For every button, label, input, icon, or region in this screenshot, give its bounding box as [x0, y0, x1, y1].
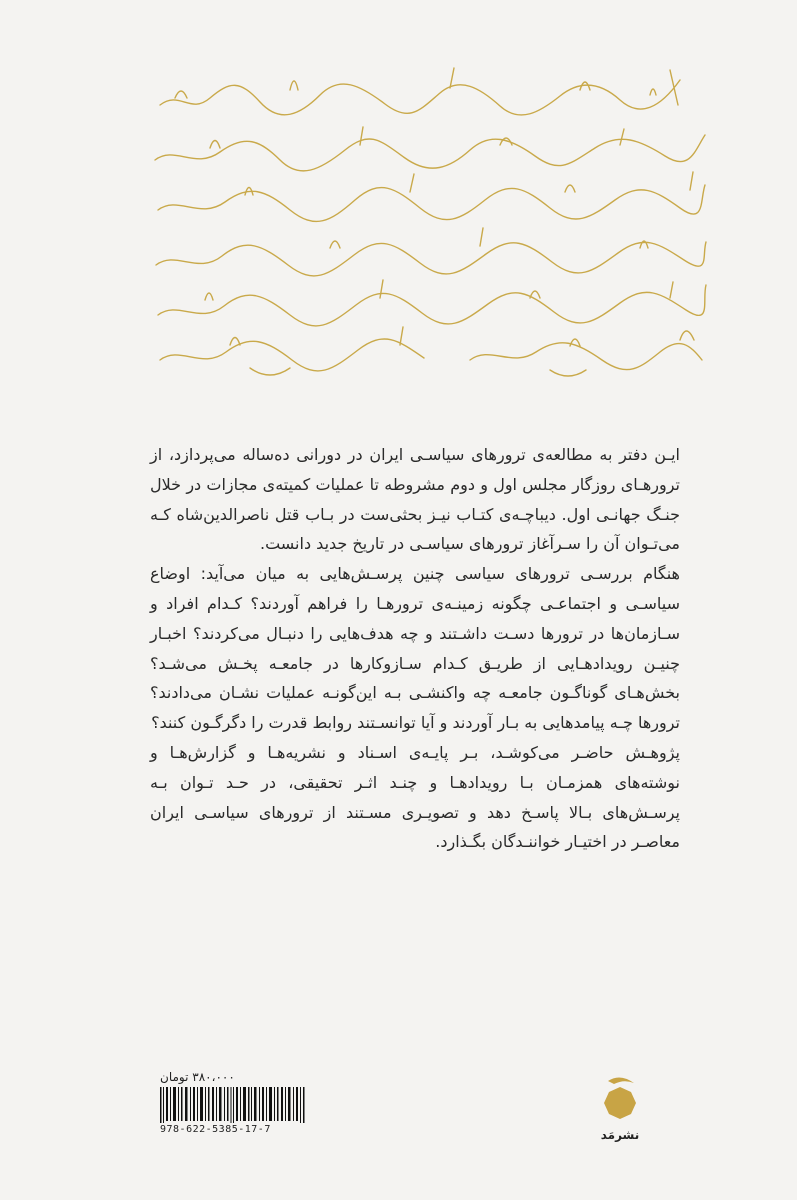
calligraphy-script-drawing — [150, 60, 710, 400]
book-description — [150, 440, 680, 857]
barcode-bars — [160, 1087, 305, 1123]
isbn-barcode — [160, 1087, 305, 1123]
handwritten-calligraphy-image — [150, 60, 710, 400]
isbn-number: 978-622-5385-17-7 — [160, 1124, 271, 1135]
price-label: ۳۸۰،۰۰۰ تومان — [160, 1070, 235, 1084]
publisher-emblem-icon — [600, 1075, 640, 1125]
description-paragraph-2: هنگام بررسـی ترورهای سیاسی چنین پرسـش‌هایی به میان می‌آید: اوضاع سیاسـی و اجتماعـی چگونه زمینـه‌ی ترورهـا را فراهم آوردند؟ کـدام افراد و سـازمان‌ها در ترورها دسـت داشـتند و چه هدف‌هایی را دنبـال می‌کردند؟ اخبـار چنیـن رویدادهـایی از طریـق کـدام سـازوکارها در جامعـه پخـش می‌شـد؟ بخش‌هـای گوناگـون جامعـه چه واکنشـی بـه این‌گونـه عملیات نشـان می‌دادند؟ ترورها چـه پیامدهایی به بـار آوردند و آیا توانسـتند روابط قدرت را دگرگـون کنند؟ — [150, 564, 680, 733]
publisher-logo — [600, 1075, 640, 1125]
publisher-name: نشرمَد — [600, 1128, 640, 1142]
description-paragraph-3: پژوهـش حاضـر می‌کوشـد، بـر پایـه‌ی اسـناد و نشریه‌هـا و گزارش‌هـا و نوشته‌های همزمـان بـا رویدادهـا و چنـد اثـر تحقیقی، در حـد تـوان بـه پرسـش‌های بـالا پاسـخ دهد و تصویـری مسـتند از ترورهای سیاسـی ایران معاصـر در اختیـار خواننـدگان بگـذارد. — [150, 742, 680, 852]
description-paragraph-1: ایـن دفتر به مطالعه‌ی ترورهای سیاسـی ایران در دورانی ده‌ساله می‌پردازد، از ترورهـای روزگار مجلس اول و دوم مشروطه تا عملیات کمیته‌ی مجازات در خلال جنـگ جهانـی اول. دیباچـه‌ی کتـاب نیـز بحثی‌ست در بـاب قتل ناصرالدین‌شاه کـه می‌تـوان آن را سـرآغاز ترورهای سیاسـی در تاریخ جدید دانست. — [150, 445, 680, 554]
